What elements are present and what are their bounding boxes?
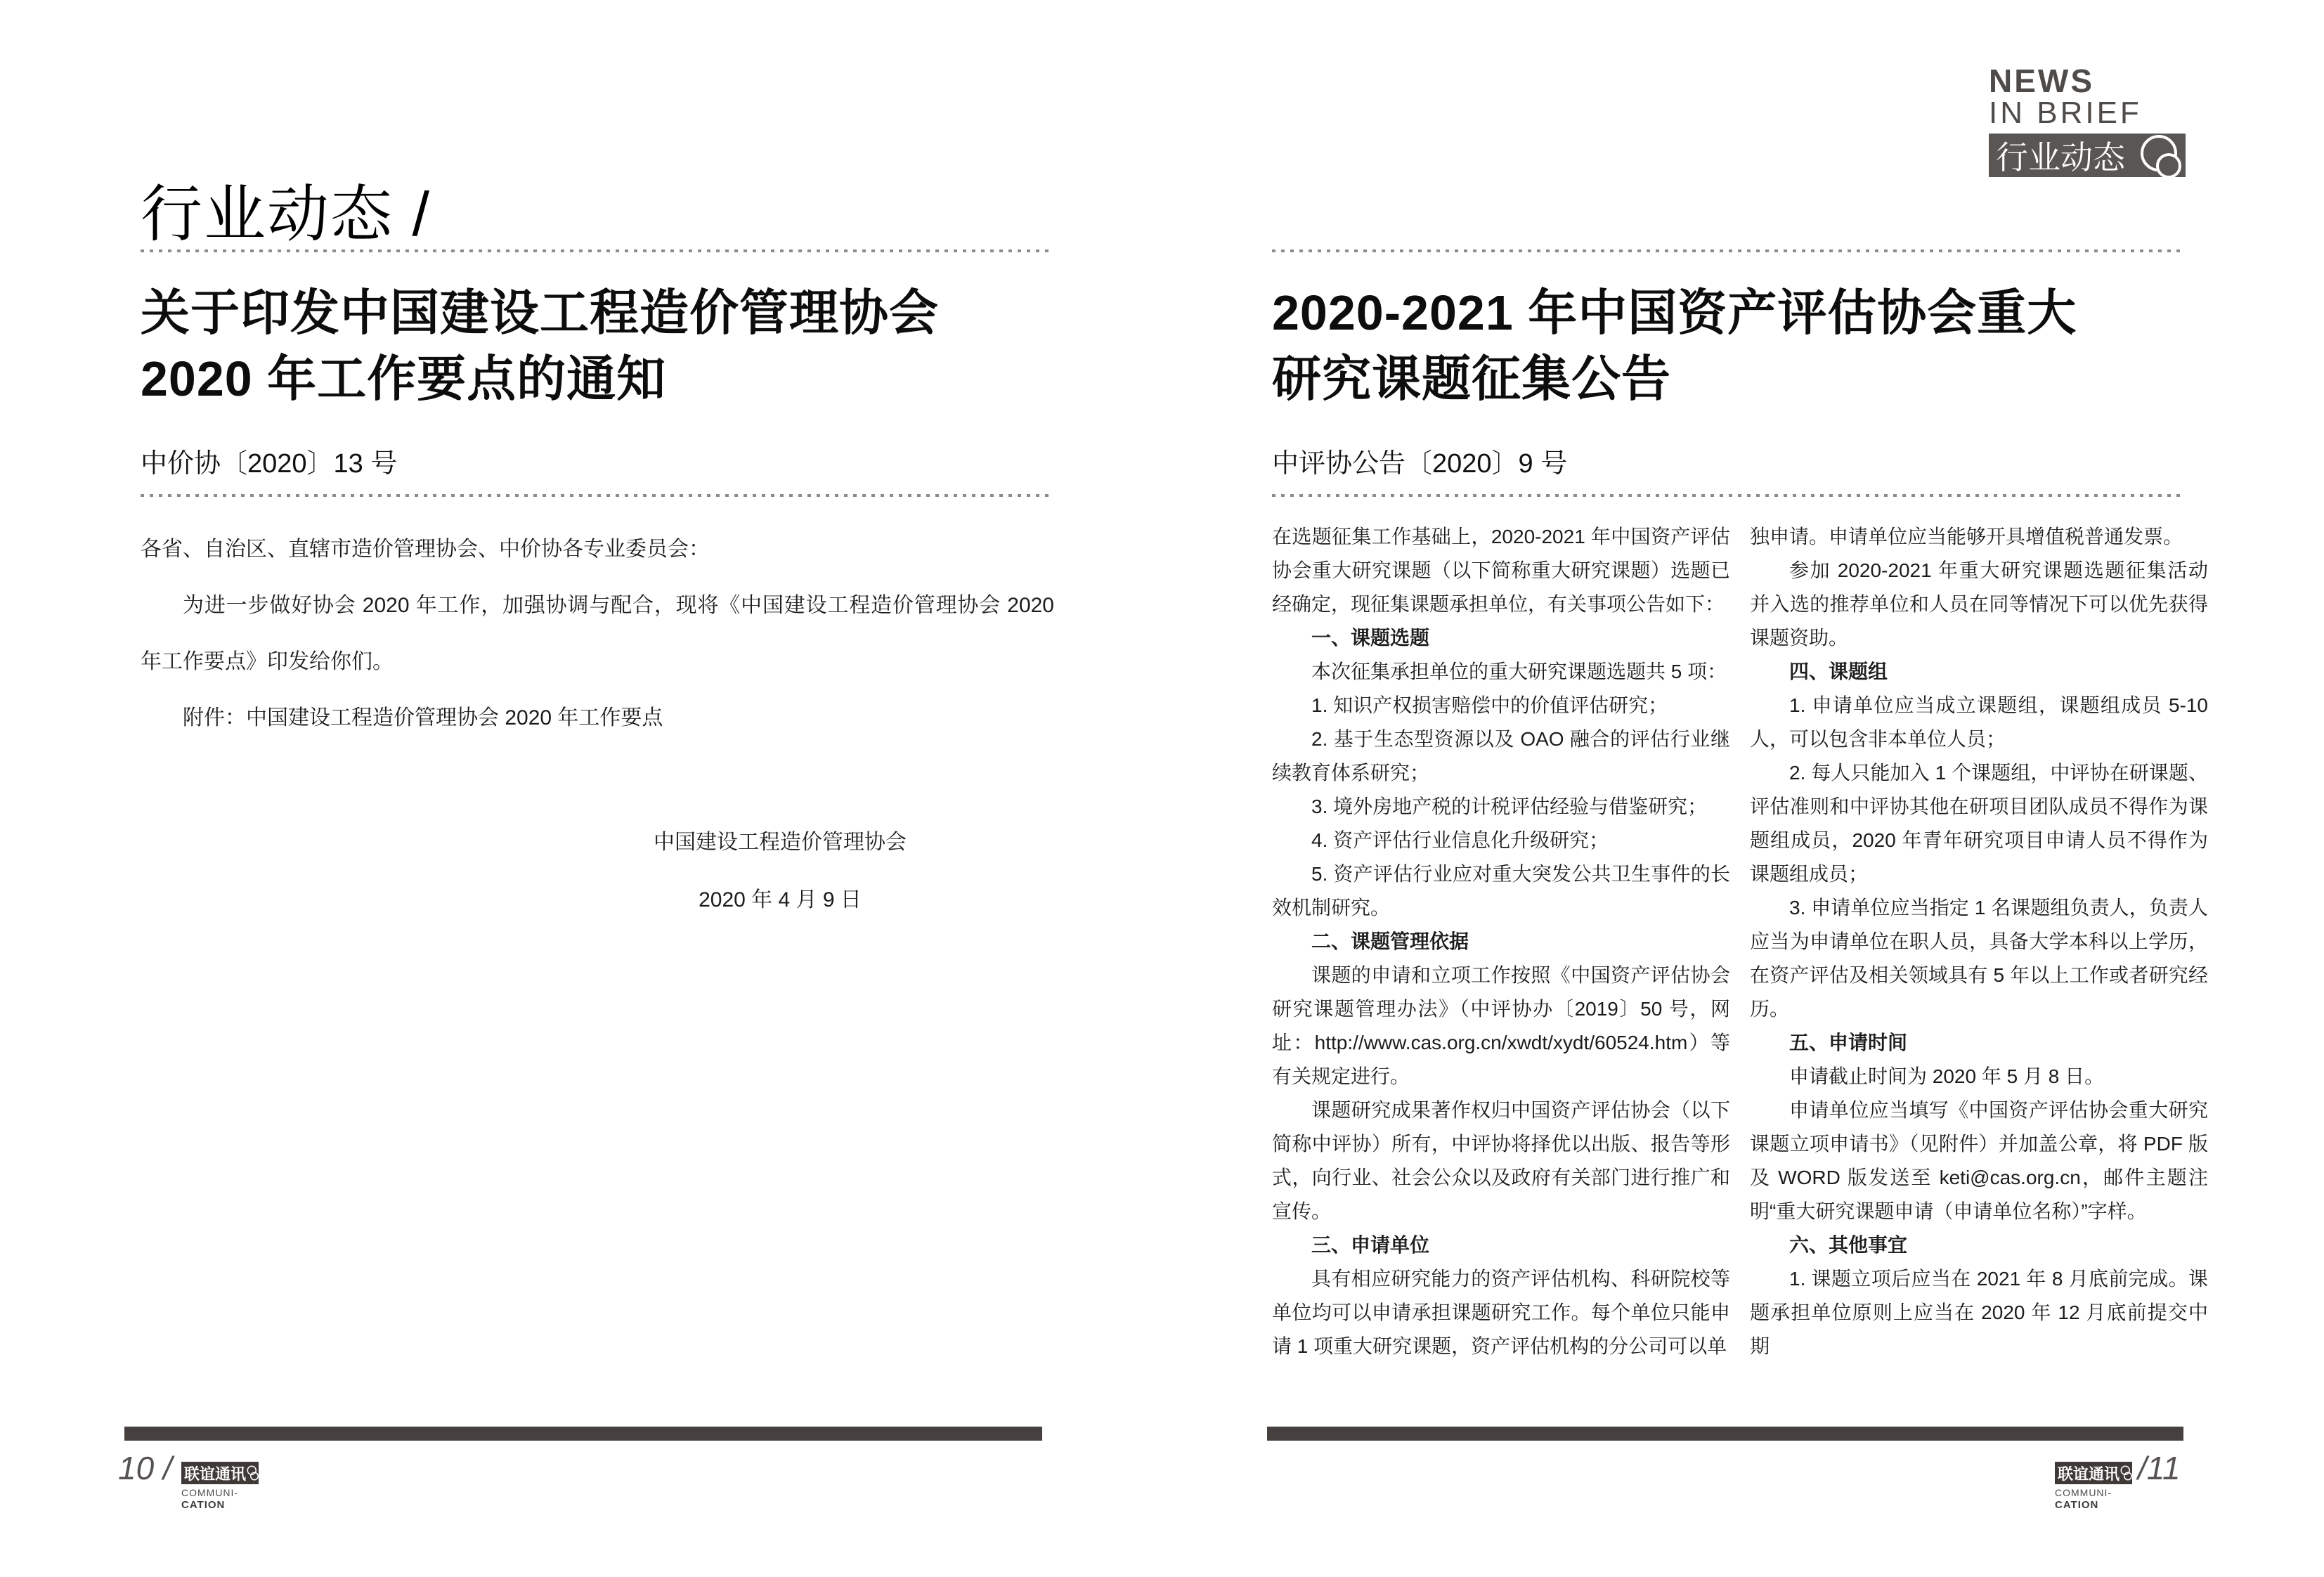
left-article-title-line2: 2020 年工作要点的通知 [141,351,667,406]
right-footer-logo-en1: COMMUNI- [2055,1487,2112,1498]
paragraph: 参加 2020-2021 年重大研究课题选题征集活动并入选的推荐单位和人员在同等情况下可以优先获得课题资助。 [1750,559,2208,649]
paragraph: 课题的申请和立项工作按照《中国资产评估协会研究课题管理办法》（中评协办〔2019〕50 号，网址：http://www.cas.org.cn/xwdt/xydt/60524.htm）等有关规定进行。 [1272,964,1730,1087]
list-item: 3. 境外房地产税的计税评估经验与借鉴研究； [1311,796,1708,817]
left-doc-number: 中价协〔2020〕13 号 [141,449,398,479]
brand-news-text: NEWS [1989,63,2094,99]
brand-bar [1989,134,2186,177]
list-item: 5. 资产评估行业应对重大突发公共卫生事件的长效机制研究。 [1272,863,1730,919]
list-item: 4. 资产评估行业信息化升级研究； [1311,829,1609,851]
list-item: 3. 申请单位应当指定 1 名课题组负责人，负责人应当为申请单位在职人员，具备大学本科以上学历，在资产评估及相关领域具有 5 年以上工作或者研究经历。 [1750,897,2208,1020]
salutation: 各省、自治区、直辖市造价管理协会、中价协各专业委员会： [141,538,710,561]
left-page-number: 10 / [118,1450,172,1486]
left-article-title [141,280,939,412]
left-paragraph-2: 附件：中国建设工程造价管理协会 2020 年工作要点 [183,706,663,729]
section-heading-2: 二、课题管理依据 [1311,930,1469,952]
left-footer-logo-cn: 联谊通讯 [184,1465,247,1483]
section-heading-6: 六、其他事宜 [1789,1234,1908,1256]
right-article-title [1272,280,2077,412]
section-heading-5: 五、申请时间 [1789,1032,1908,1053]
list-item: 1. 申请单位应当成立课题组，课题组成员 5-10 人，可以包含非本单位人员； [1750,694,2208,750]
left-footer-bar [124,1427,1042,1441]
paragraph: 申请单位应当填写《中国资产评估协会重大研究课题立项申请书》（见附件）并加盖公章，将 PDF 版及 WORD 版发送至 keti@cas.org.cn，邮件主题注明“重大研究课题申请（申请单位名称）”字样。 [1750,1099,2208,1222]
paragraph: 申请截止时间为 2020 年 5 月 8 日。 [1789,1065,2105,1087]
right-article-title-line1: 2020-2021 年中国资产评估协会重大 [1272,285,2077,340]
paragraph: 独申请。申请单位应当能够开具增值税普通发票。 [1750,526,2183,547]
right-footer-bar [1267,1427,2183,1441]
list-item: 2. 每人只能加入 1 个课题组，中评协在研课题、评估准则和中评协其他在研项目团队成员不得作为课题组成员，2020 年青年研究项目申请人员不得作为课题组成员； [1750,762,2208,885]
brand-in-brief-text: IN BRIEF [1989,96,2142,130]
signature-org: 中国建设工程造价管理协会 [654,831,907,854]
right-article-title-line2: 研究课题征集公告 [1272,351,1671,406]
right-body-column-1 [1272,520,1730,1363]
left-paragraph-1: 为进一步做好协会 2020 年工作，加强协调与配合，现将《中国建设工程造价管理协会 2020 年工作要点》印发给你们。 [141,594,1054,673]
list-item: 1. 课题立项后应当在 2021 年 8 月底前完成。课题承担单位原则上应当在 2020 年 12 月底前提交中期 [1750,1268,2208,1357]
left-footer-logo-en1: COMMUNI- [181,1487,239,1498]
paragraph: 课题研究成果著作权归中国资产评估协会（以下简称中评协）所有，中评协将择优以出版、报告等形式，向行业、社会公众以及政府有关部门进行推广和宣传。 [1272,1099,1730,1222]
list-item: 2. 基于生态型资源以及 OAO 融合的评估行业继续教育体系研究； [1272,728,1730,784]
section-heading-1: 一、课题选题 [1311,627,1430,649]
list-item: 1. 知识产权损害赔偿中的价值评估研究； [1311,694,1668,716]
left-footer-logo-circles-icon [246,1462,259,1484]
right-page-number: /11 [2138,1450,2181,1486]
paragraph: 在选题征集工作基础上，2020-2021 年中国资产评估协会重大研究课题（以下简称重大研究课题）选题已经确定，现征集课题承担单位，有关事项公告如下： [1272,526,1730,615]
paragraph: 本次征集承担单位的重大研究课题选题共 5 项： [1311,661,1727,682]
right-footer-logo-cn: 联谊通讯 [2058,1465,2120,1483]
right-body-column-2 [1750,520,2208,1363]
left-article-title-line1: 关于印发中国建设工程造价管理协会 [141,285,939,340]
signature-date: 2020 年 4 月 9 日 [699,888,862,911]
signature-block [506,814,1054,929]
left-footer-logo-en2: CATION [181,1499,226,1511]
brand-circles-icon [2122,134,2186,177]
right-footer-logo [2055,1462,2132,1484]
paragraph: 具有相应研究能力的资产评估机构、科研院校等单位均可以申请承担课题研究工作。每个单位只能申请 1 项重大研究课题，资产评估机构的分公司可以单 [1272,1268,1730,1357]
left-article-body [141,521,1054,746]
right-footer-logo-en2: CATION [2055,1499,2099,1511]
right-doc-number: 中评协公告〔2020〕9 号 [1272,449,1568,479]
left-dotted-rule-top [141,249,1052,252]
left-footer-logo [181,1462,259,1484]
brand-bar-label: 行业动态 [1996,139,2125,176]
right-dotted-rule-bottom [1272,494,2183,497]
section-label: 行业动态 / [141,179,431,249]
right-dotted-rule-top [1272,249,2183,252]
right-footer-logo-circles-icon [2119,1462,2132,1484]
left-dotted-rule-bottom [141,494,1052,497]
section-heading-3: 三、申请单位 [1311,1234,1430,1256]
section-heading-4: 四、课题组 [1789,661,1888,682]
